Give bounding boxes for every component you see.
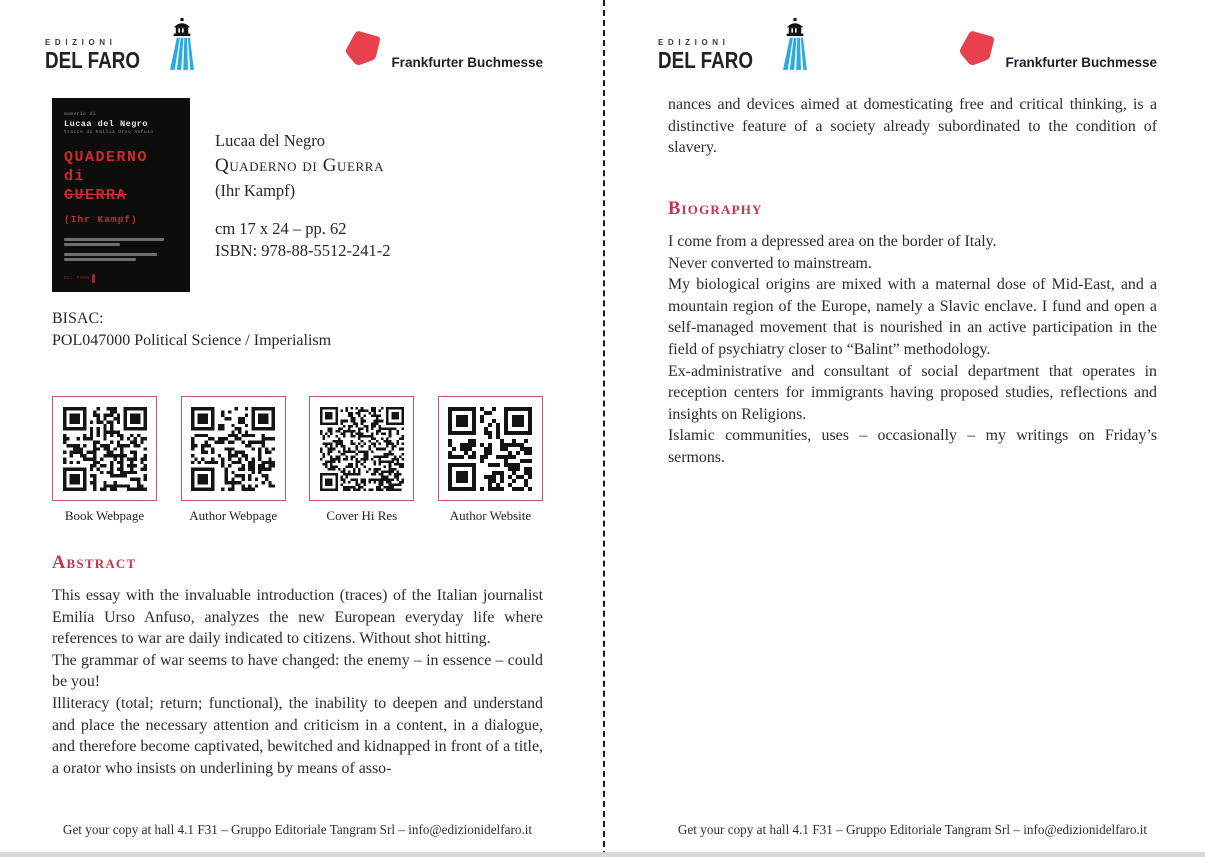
cover-fine-print: [64, 238, 180, 261]
qr-item-author-website: [438, 396, 543, 524]
publisher-name: DEL FARO: [45, 47, 141, 73]
right-brand-row: [658, 18, 1157, 72]
qr-pattern: [63, 407, 147, 491]
publisher-name: DEL FARO: [658, 47, 754, 73]
cover-author: Lucaa del Negro: [64, 119, 149, 129]
page-divider: [603, 0, 605, 857]
biography-heading: Biography: [668, 199, 763, 219]
cover-series: memorie di: [64, 112, 97, 117]
abstract-paragraph: This essay with the invaluable introduction (traces) of the Italian journalist Emilia Urso Anfuso, analyzes the new European everyday life where references to war are daily indicated to citizens. Without shot hitting.: [52, 587, 543, 648]
qr-pattern: [448, 407, 532, 491]
qr-item-book-webpage: [52, 396, 157, 524]
imprint-lighthouse-icon: [92, 274, 95, 283]
bisac-label: BISAC:: [52, 310, 104, 327]
abstract-text: [52, 585, 543, 779]
lighthouse-icon: [778, 18, 812, 72]
fair-name: Frankfurter Buchmesse: [1005, 55, 1157, 70]
cover-title-line1: QUADERNO: [64, 149, 149, 166]
cover-title-line2: di: [64, 167, 86, 185]
qr-pattern: [191, 407, 275, 491]
qr-label: Author Webpage: [189, 508, 278, 523]
left-brand-row: [45, 18, 543, 72]
biography-paragraph: Ex-administrative and consultant of social department that operates in reception centers for immigrants having proposed studies, reflections and insights on Religions.: [668, 362, 1157, 423]
bisac-code: POL047000 Political Science / Imperialism: [52, 331, 332, 349]
book-info: [215, 128, 391, 262]
qr-code-row: [52, 396, 543, 524]
qr-label: Cover Hi Res: [326, 508, 398, 523]
cover-title-line3: GUERRA: [64, 186, 128, 204]
qr-code-author-webpage: [181, 396, 286, 501]
lighthouse-icon: [165, 18, 199, 72]
frankfurter-buchmesse-logo: [343, 28, 543, 72]
qr-pattern: [320, 407, 404, 491]
abstract-paragraph: Illiteracy (total; return; functional), the inability to deepen and understand and place the necessary attention and criticism in a content, in a dialogue, and therefore become captivated, bewitched and kidnapped in front of a title, a orator who insists on underlining by means of asso-: [52, 694, 543, 777]
fair-name: Frankfurter Buchmesse: [391, 55, 543, 70]
cover-subtitle: (Ihr Kampf): [64, 214, 138, 226]
cover-imprint-label: DEL FARO: [64, 276, 90, 281]
buchmesse-mark-icon: [343, 28, 385, 72]
frankfurter-buchmesse-logo: [957, 28, 1157, 72]
biography-paragraph: Never converted to mainstream.: [668, 254, 872, 272]
cover-title: [64, 149, 180, 205]
book-title: Quaderno di Guerra: [215, 155, 385, 176]
biography-paragraph: I come from a depressed area on the border of Italy.: [668, 233, 997, 250]
book-subtitle: (Ihr Kampf): [215, 181, 296, 200]
publisher-name-top: EDIZIONI: [658, 38, 730, 47]
cover-imprint-logo: [64, 274, 95, 283]
publisher-wordmark: [658, 39, 774, 72]
edizioni-del-faro-logo: [658, 18, 812, 72]
abstract-paragraph: The grammar of war seems to have changed: the enemy – in essence – could be you!: [52, 651, 543, 691]
cover-traces: tracce di Emilia Urso Anfuso: [64, 130, 154, 135]
abstract-continuation-text: [668, 94, 1157, 159]
abstract-heading: Abstract: [52, 553, 137, 573]
bisac-block: [52, 308, 331, 351]
book-author: Lucaa del Negro: [215, 131, 325, 150]
qr-code-cover-hi-res: [309, 396, 414, 501]
book-meta: [215, 218, 391, 262]
sheet-bottom-edge: [0, 852, 1205, 857]
biography-text: [668, 231, 1157, 469]
book-isbn: ISBN: 978-88-5512-241-2: [215, 241, 391, 260]
biography-paragraph: My biological origins are mixed with a maternal dose of Mid-East, and a mountain region of the Europe, namely a Slavic enclave. I fund and open a self-managed movement that is nourished in an active participation in the field of psychiatry closer to “Balint” methodology.: [668, 276, 1157, 358]
qr-item-cover-hi-res: [309, 396, 414, 524]
right-footer: Get your copy at hall 4.1 F31 – Gruppo Editoriale Tangram Srl – info@edizionidelfaro.it: [677, 822, 1148, 837]
publisher-wordmark: [45, 39, 161, 72]
publisher-name-top: EDIZIONI: [45, 38, 117, 47]
qr-item-author-webpage: [181, 396, 286, 524]
biography-paragraph: Islamic communities, uses – occasionally – my writings on Friday’s sermons.: [668, 427, 1157, 466]
qr-label: Book Webpage: [64, 508, 145, 523]
book-cover: [52, 98, 190, 292]
abstract-continuation-paragraph: nances and devices aimed at domesticating free and critical thinking, is a distinctive feature of a society already subordinated to the condition of slavery.: [668, 96, 1157, 157]
left-footer: Get your copy at hall 4.1 F31 – Gruppo Editoriale Tangram Srl – info@edizionidelfaro.it: [62, 822, 533, 837]
qr-code-author-website: [438, 396, 543, 501]
qr-code-book-webpage: [52, 396, 157, 501]
qr-label: Author Website: [449, 508, 532, 523]
buchmesse-mark-icon: [957, 28, 999, 72]
book-format: cm 17 x 24 – pp. 62: [215, 219, 347, 238]
edizioni-del-faro-logo: [45, 18, 199, 72]
